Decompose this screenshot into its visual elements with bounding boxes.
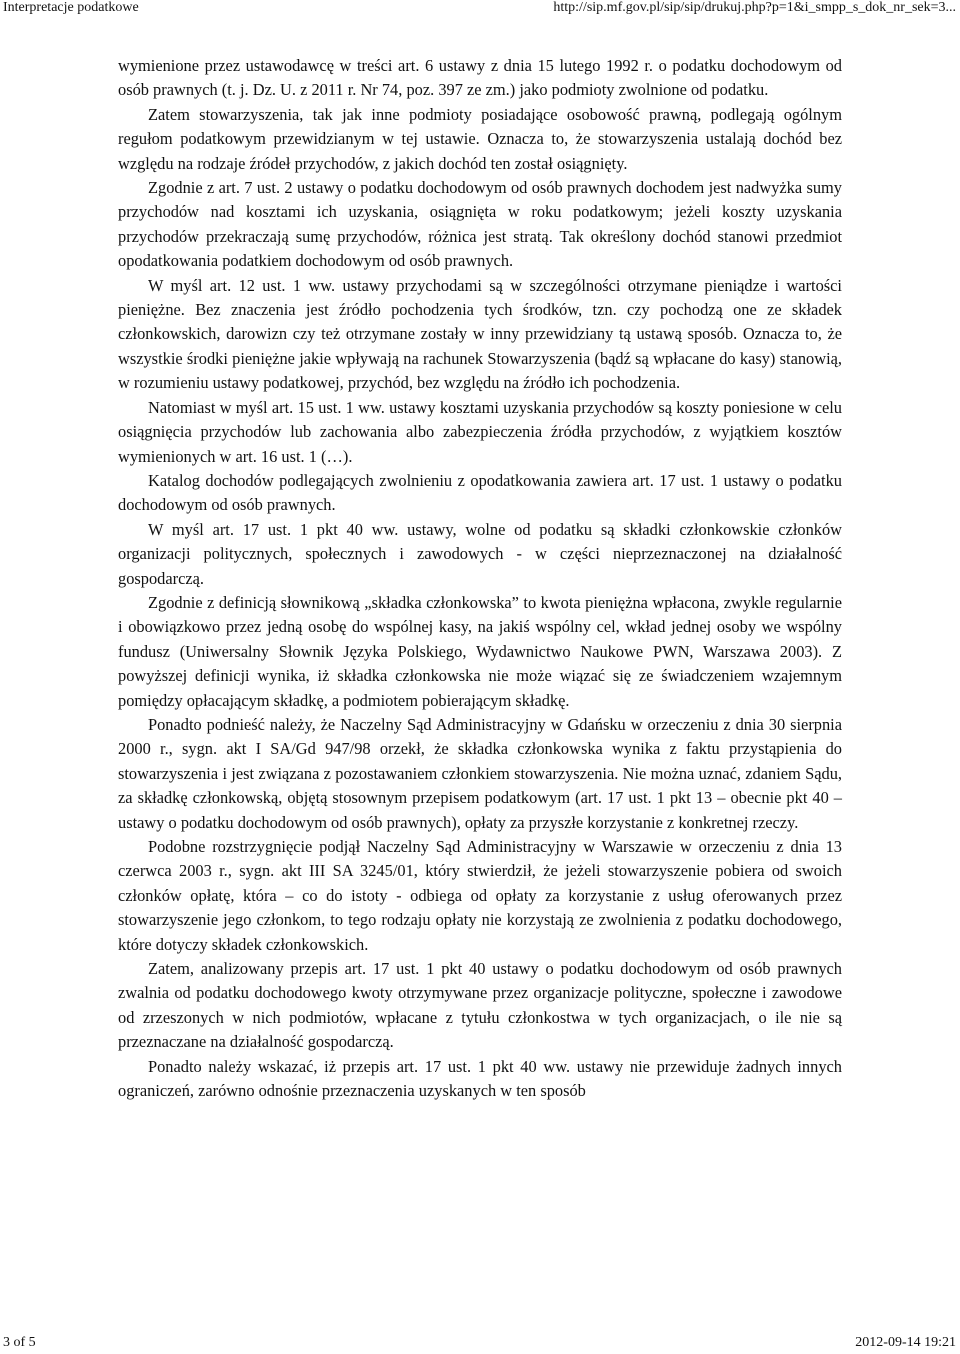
paragraph: W myśl art. 17 ust. 1 pkt 40 ww. ustawy, wolne od podatku są składki członkowskie członków organizacji politycznych, społecznych i zawodowych - w części nieprzeznaczonej na działalność gospodarczą. xyxy=(118,519,842,588)
paragraph: Zatem, analizowany przepis art. 17 ust. 1 pkt 40 ustawy o podatku dochodowym od osób prawnych zwalnia od podatku dochodowego kwoty otrzymywane przez organizacje polityczne, społeczne i zawodowe od zrzeszonych w nich podmiotów, wpłacane z tytułu członkostwa w tych organizacjach, o ile nie są przeznaczane na działalność gospodarczą. xyxy=(118,959,842,1052)
paragraph: Podobne rozstrzygnięcie podjął Naczelny Sąd Administracyjny w Warszawie w orzeczeniu z dnia 13 czerwca 2003 r., sygn. akt III SA 3245/01, który stwierdził, że jeżeli stowarzyszenie pobiera od swoich członków opłatę, która – co do istoty - odbiega od opłaty za korzystanie z usług oferowanych przez stowarzyszenie jego członkom, to tego rodzaju opłaty nie korzystają ze zwolnienia z podatku dochodowego, które dotyczy składek członkowskich. xyxy=(118,837,842,954)
paragraph: Zatem stowarzyszenia, tak jak inne podmioty posiadające osobowość prawną, podlegają ogólnym regułom podatkowym przewidzianym w tej ustawie. Oznacza to, że stowarzyszenia ustalają dochód bez względu na rodzaje źródeł przychodów, z jakich dochód ten został osiągnięty. xyxy=(118,104,842,173)
document-body xyxy=(118,54,842,1103)
paragraph: Zgodnie z definicją słownikową „składka członkowska” to kwota pieniężna wpłacona, zwykle regularnie i obowiązkowo przez jedną osobę do wspólnej kasy, na jakiś wspólny cel, wkład jednej osoby we wspólny fundusz (Uniwersalny Słownik Języka Polskiego, Wydawnictwo Naukowe PWN, Warszawa 2003). Z powyższej definicji wynika, iż składka członkowska nie może wiązać się ze świadczeniem wzajemnym pomiędzy opłacającym składkę, a podmiotem pobierającym składkę. xyxy=(118,592,842,710)
document-title: Interpretacje podatkowe xyxy=(3,0,139,15)
paragraph: Katalog dochodów podlegających zwolnieniu z opodatkowania zawiera art. 17 ust. 1 ustawy o podatku dochodowym od osób prawnych. xyxy=(118,470,842,515)
paragraph: Natomiast w myśl art. 15 ust. 1 ww. ustawy kosztami uzyskania przychodów są koszty poniesione w celu osiągnięcia przychodów lub zachowania albo zabezpieczenia źródła przychodów, z wyjątkiem kosztów wymienionych w art. 16 ust. 1 (…). xyxy=(118,397,842,466)
page-url[interactable]: http://sip.mf.gov.pl/sip/sip/drukuj.php?p=1&i_smpp_s_dok_nr_sek=3... xyxy=(553,0,956,15)
page-number: 3 of 5 xyxy=(3,1335,36,1350)
print-datetime: 2012-09-14 19:21 xyxy=(855,1335,956,1350)
paragraph: Ponadto należy wskazać, iż przepis art. 17 ust. 1 pkt 40 ww. ustawy nie przewiduje żadnych innych ograniczeń, zarówno odnośnie przeznaczenia uzyskanych w ten sposób xyxy=(118,1056,842,1101)
paragraph: Ponadto podnieść należy, że Naczelny Sąd Administracyjny w Gdańsku w orzeczeniu z dnia 30 sierpnia 2000 r., sygn. akt I SA/Gd 947/98 orzekł, że składka członkowska wynika z faktu przystąpienia do stowarzyszenia i jest związana z pozostawaniem członkiem stowarzyszenia. Nie można uznać, zdaniem Sądu, za składkę członkowską, objętą stosownym przepisem podatkowym (art. 17 ust. 1 pkt 13 – obecnie pkt 40 – ustawy o podatku dochodowym od osób prawnych), opłaty za przyszłe korzystanie z konkretnej rzeczy. xyxy=(118,714,842,832)
print-header xyxy=(0,0,960,20)
paragraph: wymienione przez ustawodawcę w treści art. 6 ustawy z dnia 15 lutego 1992 r. o podatku dochodowym od osób prawnych (t. j. Dz. U. z 2011 r. Nr 74, poz. 397 ze zm.) jako podmioty zwolnione od podatku. xyxy=(118,56,842,100)
paragraph: W myśl art. 12 ust. 1 ww. ustawy przychodami są w szczególności otrzymane pieniądze i wartości pieniężne. Bez znaczenia jest źródło pochodzenia tych środków, tzn. czy pochodzą one ze składek członkowskich, darowizn czy też otrzymane zostały w inny przewidziany tą ustawą sposób. Oznacza to, że wszystkie środki pieniężne jakie wpływają na rachunek Stowarzyszenia (bądź są wpłacane do kasy) stanowią, w rozumieniu ustawy podatkowej, przychód, bez względu na źródło ich pochodzenia. xyxy=(118,275,842,393)
print-footer xyxy=(0,1335,960,1353)
paragraph: Zgodnie z art. 7 ust. 2 ustawy o podatku dochodowym od osób prawnych dochodem jest nadwyżka sumy przychodów nad kosztami ich uzyskania, osiągnięta w roku podatkowym; jeżeli koszty uzyskania przychodów przekraczają sumę przychodów, różnica jest stratą. Tak określony dochód stanowi przedmiot opodatkowania podatkiem dochodowym od osób prawnych. xyxy=(118,178,842,271)
